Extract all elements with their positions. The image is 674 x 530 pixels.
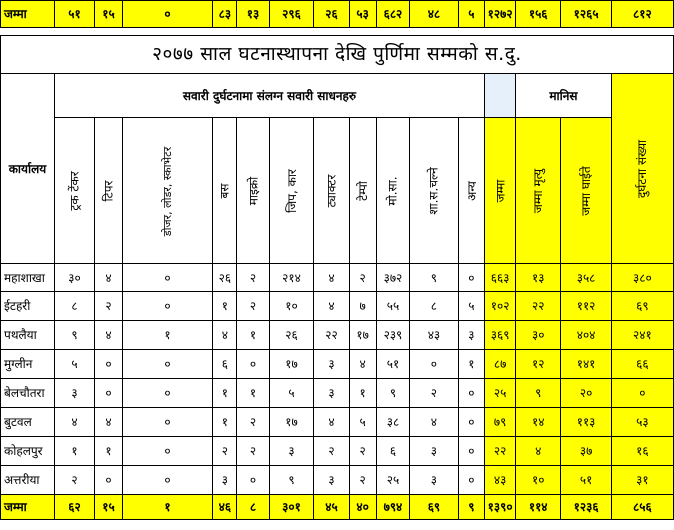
data-cell[interactable]: २६ [269,321,314,350]
bottom-total-cell[interactable]: ४५ [314,495,349,520]
bottom-total-label[interactable]: जम्मा [1,495,55,520]
top-total-cell[interactable]: ५१ [54,1,94,28]
data-cell[interactable]: २ [237,264,269,292]
people-group-header[interactable]: मानिस [516,74,612,118]
col-header-tempo[interactable] [349,118,376,264]
data-cell[interactable]: ३ [314,466,349,495]
accident-count-cell[interactable]: ६६ [611,350,673,379]
data-cell[interactable]: ९ [376,379,410,408]
data-cell[interactable]: ० [458,264,485,292]
bottom-total-cell[interactable]: ६२ [54,495,94,520]
data-cell[interactable]: ० [122,466,212,495]
total-cell[interactable]: ६६३ [485,264,516,292]
data-cell[interactable]: २६ [213,264,237,292]
data-cell[interactable]: ० [95,379,123,408]
col-header-motorcycle[interactable] [376,118,410,264]
data-cell[interactable]: ४ [410,408,458,437]
data-cell[interactable]: २ [349,466,376,495]
data-cell[interactable]: २ [213,437,237,466]
table-row [1,292,674,321]
col-header-manual[interactable] [410,118,458,264]
data-cell[interactable]: ५ [349,408,376,437]
col-header-micro[interactable] [237,118,269,264]
data-cell[interactable]: ४ [95,321,123,350]
col-header-label: शा.स.चल्ने [426,166,441,215]
top-total-cell[interactable]: २६ [314,1,349,28]
deaths-cell[interactable]: १४ [516,408,561,437]
total-cell[interactable]: ४३ [485,466,516,495]
data-cell[interactable]: ० [122,437,212,466]
top-total-label[interactable]: जम्मा [1,1,55,28]
data-cell[interactable]: १ [122,321,212,350]
col-header-tipper[interactable] [95,118,123,264]
data-cell[interactable]: ० [410,350,458,379]
table-row [1,466,674,495]
data-cell[interactable]: २ [54,466,94,495]
accident-count-cell[interactable]: ३८० [611,264,673,292]
injured-cell[interactable]: १४१ [561,350,612,379]
office-header-label: कार्यालय [8,161,47,176]
data-cell[interactable]: २ [237,408,269,437]
col-header-label: डोजर, लोडर, स्काभेटर [161,146,175,236]
col-header-label: अन्य [464,180,479,201]
col-header-label: बस [217,183,232,198]
data-cell[interactable]: १ [213,379,237,408]
top-total-cell[interactable]: ४८ [410,1,458,28]
deaths-cell[interactable]: ४ [516,437,561,466]
col-header-jeep-car[interactable] [269,118,314,264]
table-row [1,408,674,437]
data-cell[interactable]: ० [122,264,212,292]
accident-count-cell[interactable]: ६९ [611,292,673,321]
data-cell[interactable]: ३ [213,466,237,495]
deaths-cell[interactable]: ९ [516,379,561,408]
injured-cell[interactable]: ३७ [561,437,612,466]
data-cell[interactable]: २ [95,292,123,321]
data-cell[interactable]: २५ [376,466,410,495]
table-row [1,264,674,292]
data-cell[interactable]: ३ [269,437,314,466]
data-cell[interactable]: ८ [410,292,458,321]
data-cell[interactable]: २ [410,379,458,408]
col-header-bus[interactable] [213,118,237,264]
data-cell[interactable]: ४ [314,408,349,437]
data-cell[interactable]: ० [458,466,485,495]
title-row [1,36,674,74]
top-total-cell[interactable]: १२६५ [561,1,612,28]
bottom-total-cell[interactable]: ८५६ [611,495,673,520]
injured-cell[interactable]: ४०४ [561,321,612,350]
data-cell[interactable]: ० [458,408,485,437]
col-header-label: जिप, कार [284,168,299,213]
bottom-total-cell[interactable]: १ [122,495,212,520]
data-cell[interactable]: ४ [95,408,123,437]
data-cell[interactable]: ३ [410,466,458,495]
accident-count-cell[interactable]: ० [611,379,673,408]
total-cell[interactable]: ३६९ [485,321,516,350]
accident-count-cell[interactable]: ३१ [611,466,673,495]
data-cell[interactable]: २ [237,292,269,321]
data-cell[interactable]: ५ [269,379,314,408]
accident-count-cell[interactable]: २४१ [611,321,673,350]
data-cell[interactable]: १ [95,437,123,466]
injured-cell[interactable]: ३५८ [561,264,612,292]
col-header-label: ट्रक टेंकर [67,170,82,211]
injured-cell[interactable]: ११२ [561,292,612,321]
office-cell[interactable]: बेलचौतरा [1,379,55,408]
bottom-total-cell[interactable]: ४६ [213,495,237,520]
bottom-total-cell[interactable]: ९ [458,495,485,520]
top-total-cell[interactable]: १३ [237,1,269,28]
total-cell[interactable]: ७९ [485,408,516,437]
accident-count-cell[interactable]: ५३ [611,408,673,437]
total-cell[interactable]: २५ [485,379,516,408]
page-title[interactable]: २०७७ साल घटनास्थापना देखि पुर्णिमा सम्मको स.दु. [1,36,674,74]
data-cell[interactable]: ४ [314,292,349,321]
top-total-cell[interactable]: ० [122,1,212,28]
office-cell[interactable]: बुटवल [1,408,55,437]
deaths-cell[interactable]: २२ [516,292,561,321]
deaths-cell[interactable]: ३० [516,321,561,350]
top-total-cell[interactable]: २९६ [269,1,314,28]
injured-cell[interactable]: २० [561,379,612,408]
group-header-row [1,74,674,118]
data-cell[interactable]: ० [122,408,212,437]
data-cell[interactable]: २१४ [269,264,314,292]
data-cell[interactable]: ९ [269,466,314,495]
data-cell[interactable]: १ [213,292,237,321]
total-cell[interactable]: २२ [485,437,516,466]
group-header-empty-cell[interactable] [485,74,516,118]
data-cell[interactable]: ३७२ [376,264,410,292]
data-cell[interactable]: ० [237,350,269,379]
bottom-total-cell[interactable]: ६९ [410,495,458,520]
data-cell[interactable]: ० [95,466,123,495]
data-cell[interactable]: १७ [269,408,314,437]
col-header-other[interactable] [458,118,485,264]
data-cell[interactable]: १ [54,437,94,466]
spacer-cell [1,28,674,36]
data-cell[interactable]: ० [95,350,123,379]
data-cell[interactable]: १० [269,292,314,321]
top-total-cell[interactable]: १५६ [516,1,561,28]
top-total-cell[interactable]: ८३ [213,1,237,28]
column-header-row [1,118,674,264]
office-cell[interactable]: मुग्लीन [1,350,55,379]
col-header-tractor[interactable] [314,118,349,264]
deaths-cell[interactable]: १० [516,466,561,495]
data-cell[interactable]: ० [237,466,269,495]
data-cell[interactable]: ४ [213,321,237,350]
data-cell[interactable]: २३९ [376,321,410,350]
table-row [1,350,674,379]
deaths-cell[interactable]: १२ [516,350,561,379]
data-cell[interactable]: ३ [314,350,349,379]
data-cell[interactable]: ३० [54,264,94,292]
data-cell[interactable]: १ [237,379,269,408]
vehicles-group-header[interactable]: सवारी दुर्घटनामा संलग्न सवारी साधनहरु [54,74,484,118]
data-cell[interactable]: २ [314,437,349,466]
data-cell[interactable]: ४ [95,264,123,292]
data-cell[interactable]: ५५ [376,292,410,321]
data-cell[interactable]: ६ [376,437,410,466]
data-cell[interactable]: ५ [458,292,485,321]
spacer-row [1,28,674,36]
top-total-cell[interactable]: ५३ [349,1,376,28]
data-cell[interactable]: ८ [54,292,94,321]
bottom-total-cell[interactable]: ४० [349,495,376,520]
top-total-cell[interactable]: १२७२ [485,1,516,28]
table-row [1,379,674,408]
injured-cell[interactable]: ११३ [561,408,612,437]
data-cell[interactable]: ३ [54,379,94,408]
bottom-total-cell[interactable]: १३९० [485,495,516,520]
injured-cell[interactable]: ५१ [561,466,612,495]
data-cell[interactable]: ० [122,292,212,321]
data-cell[interactable]: १७ [349,321,376,350]
col-header-deaths[interactable] [516,118,561,264]
col-header-label: माइक्रो [246,176,261,205]
data-cell[interactable]: १ [349,379,376,408]
accident-count-label: दुर्घटना संख्या [635,139,650,198]
data-cell[interactable]: ० [122,350,212,379]
data-cell[interactable]: ३ [314,379,349,408]
col-header-total[interactable] [485,118,516,264]
data-cell[interactable]: ० [458,437,485,466]
data-cell[interactable]: ० [458,379,485,408]
data-cell[interactable]: १ [458,350,485,379]
office-cell[interactable]: ईटहरी [1,292,55,321]
col-header-label: मो.सा. [385,175,400,206]
data-cell[interactable]: ० [122,379,212,408]
bottom-total-cell[interactable]: ३०१ [269,495,314,520]
col-header-label: टेम्पो [355,180,370,201]
col-header-label: जम्मा [493,179,508,202]
data-cell[interactable]: १ [237,321,269,350]
deaths-cell[interactable]: १३ [516,264,561,292]
accident-count-header[interactable] [611,74,673,264]
col-header-label: जम्मा घाईते [579,165,594,216]
data-cell[interactable]: ९ [54,321,94,350]
office-cell[interactable]: कोहलपुर [1,437,55,466]
data-cell[interactable]: २ [349,264,376,292]
office-header[interactable] [1,74,55,264]
bottom-total-cell[interactable]: ८ [237,495,269,520]
bottom-total-cell[interactable]: ७९४ [376,495,410,520]
top-total-cell[interactable]: ८१२ [611,1,673,28]
data-cell[interactable]: ४३ [410,321,458,350]
office-cell[interactable]: महाशाखा [1,264,55,292]
col-header-label: ट्याक्टर [324,174,339,207]
col-header-truck[interactable] [54,118,94,264]
top-total-cell[interactable]: ६८२ [376,1,410,28]
data-cell[interactable]: २ [349,437,376,466]
data-cell[interactable]: ३ [458,321,485,350]
data-cell[interactable]: २ [237,437,269,466]
top-total-cell[interactable]: ५ [458,1,485,28]
data-cell[interactable]: १७ [269,350,314,379]
col-header-dozer[interactable] [122,118,212,264]
top-total-cell[interactable]: १५ [95,1,123,28]
bottom-total-cell[interactable]: ११४ [516,495,561,520]
data-cell[interactable]: ४ [54,408,94,437]
top-total-row [1,1,674,28]
col-header-injured[interactable] [561,118,612,264]
col-header-label: जम्मा मृत्यु [531,168,546,213]
data-cell[interactable]: ५ [54,350,94,379]
bottom-total-cell[interactable]: १२३६ [561,495,612,520]
table-row [1,437,674,466]
total-cell[interactable]: ८७ [485,350,516,379]
data-cell[interactable]: २२ [314,321,349,350]
bottom-total-cell[interactable]: १५ [95,495,123,520]
data-cell[interactable]: ४ [314,264,349,292]
accident-count-cell[interactable]: १६ [611,437,673,466]
total-cell[interactable]: १०२ [485,292,516,321]
table-row [1,321,674,350]
bottom-total-row [1,495,674,520]
data-cell[interactable]: ९ [410,264,458,292]
data-cell[interactable]: ५१ [376,350,410,379]
data-cell[interactable]: १ [213,408,237,437]
col-header-label: टिपर [101,180,116,201]
data-cell[interactable]: ३ [410,437,458,466]
data-cell[interactable]: ३८ [376,408,410,437]
office-cell[interactable]: अत्तरीया [1,466,55,495]
data-cell[interactable]: ६ [213,350,237,379]
data-cell[interactable]: ४ [349,350,376,379]
office-cell[interactable]: पथलैया [1,321,55,350]
data-cell[interactable]: ७ [349,292,376,321]
